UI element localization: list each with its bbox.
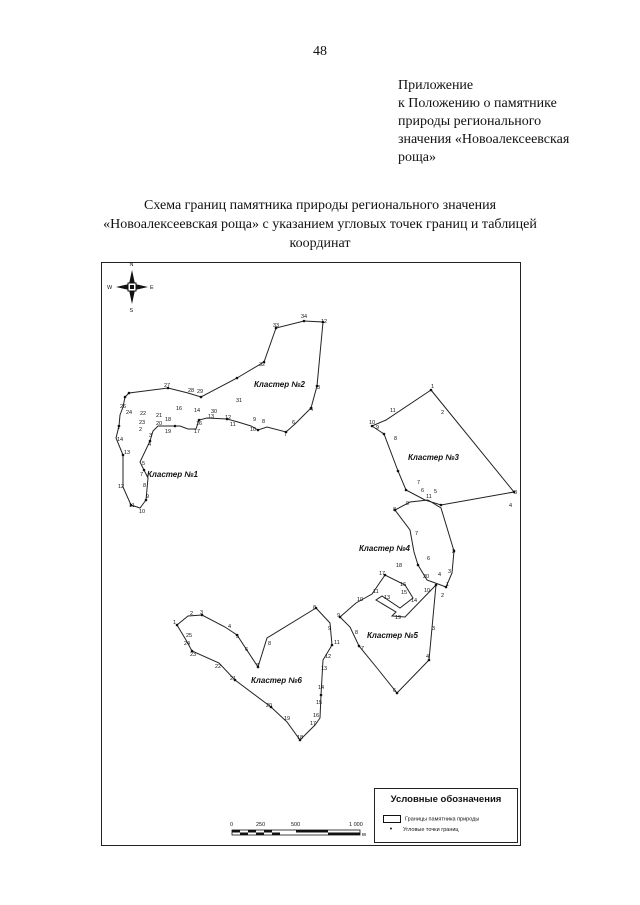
point-label: 10 (369, 420, 376, 426)
point-label: 12 (225, 415, 232, 421)
cluster-6-boundary (177, 608, 332, 740)
point-label: 9 (376, 425, 380, 431)
point-label: 4 (509, 503, 513, 509)
point-label: 7 (284, 432, 288, 438)
boundary-swatch-icon (383, 815, 401, 823)
point-label: 10 (139, 509, 146, 515)
point-label: 4 (310, 407, 314, 413)
point-label: 9 (337, 613, 341, 619)
point-label: 13 (321, 666, 328, 672)
legend-points-label: Угловые точки границ (403, 826, 459, 833)
point-label: 18 (297, 735, 304, 741)
point-label: 5 (434, 489, 438, 495)
point-label: 9 (406, 501, 410, 507)
point-label: 7 (361, 646, 365, 652)
point-label: 11 (426, 494, 432, 500)
point-label: 2 (452, 549, 456, 555)
point-label: 31 (236, 398, 243, 404)
point-label: 1 (431, 384, 435, 390)
point-label: 9 (253, 417, 257, 423)
point-label: 21 (230, 676, 237, 682)
point-label: 4 (426, 654, 430, 660)
point-label: 32 (259, 362, 266, 368)
compass-s: S (129, 308, 134, 314)
point-label: 24 (184, 641, 191, 647)
point-label: 7 (417, 480, 421, 486)
scale-tick: 1 000 (349, 822, 363, 828)
point-label: 2 (441, 593, 445, 599)
point-label: 14 (194, 408, 201, 414)
point-label: 3 (448, 569, 452, 575)
point-label: 16 (176, 406, 183, 412)
point-label: 33 (273, 323, 280, 329)
point-labels-c3 (369, 384, 517, 509)
title-line: «Новоалексеевская роща» с указанием угловых точек границ и таблицей (103, 217, 537, 232)
point-label: 6 (292, 420, 296, 426)
point-label: 19 (395, 615, 402, 621)
legend-row-boundary (383, 815, 479, 823)
cluster-label-6: Кластер №6 (251, 676, 302, 685)
point-label: 27 (164, 383, 171, 389)
cluster-label-4: Кластер №4 (359, 544, 410, 553)
point-label: 8 (268, 641, 272, 647)
point-dot-icon: • (389, 826, 393, 833)
appendix-line: природы регионального (398, 114, 542, 129)
scale-tick: 250 (256, 822, 266, 828)
point-label: 11 (390, 408, 396, 414)
point-label: 13 (124, 450, 131, 456)
point-label: 20 (156, 421, 163, 427)
point-label: 16 (196, 421, 203, 427)
point-label: 3 (149, 433, 153, 439)
point-label: 29 (197, 389, 204, 395)
point-label: 5 (142, 461, 146, 467)
cluster-label-1: Кластер №1 (147, 470, 198, 479)
point-label: 8 (313, 605, 317, 611)
compass-w: W (107, 285, 113, 291)
point-label: 1 (173, 620, 177, 626)
point-label: 17 (379, 571, 386, 577)
point-label: 12 (321, 319, 328, 325)
point-label: 8 (394, 436, 398, 442)
point-label: 16 (313, 713, 320, 719)
point-labels-c4 (393, 494, 455, 588)
point-label: 6 (421, 488, 425, 494)
compass-icon (107, 262, 154, 314)
scale-unit: м (362, 832, 366, 838)
point-label: 21 (156, 413, 163, 419)
point-label: 12 (325, 654, 332, 660)
scale-bar (230, 822, 366, 838)
compass-e: E (150, 285, 154, 291)
legend (374, 788, 518, 843)
point-label: 12 (118, 484, 125, 490)
point-label: 7 (415, 531, 419, 537)
cluster-label-2: Кластер №2 (254, 380, 305, 389)
point-label: 4 (148, 442, 152, 448)
point-label: 28 (188, 388, 195, 394)
point-label: 3 (317, 385, 321, 391)
point-label: 6 (427, 556, 431, 562)
point-label: 23 (190, 652, 197, 658)
point-label: 8 (393, 507, 397, 513)
point-label: 23 (139, 420, 146, 426)
point-label: 1 (446, 582, 450, 588)
appendix-line: к Положению о памятнике (398, 96, 557, 111)
point-label: 3 (200, 610, 204, 616)
point-label: 26 (120, 404, 127, 410)
point-label: 3 (514, 490, 518, 496)
point-label: 20 (423, 574, 430, 580)
point-label: 11 (373, 589, 379, 595)
point-labels-c5 (337, 563, 444, 694)
point-label: 15 (401, 590, 408, 596)
point-label: 14 (318, 685, 325, 691)
point-label: 24 (126, 410, 133, 416)
point-label: 16 (400, 582, 407, 588)
scale-tick: 0 (230, 822, 234, 828)
point-label: 14 (411, 598, 418, 604)
point-label: 22 (215, 664, 222, 670)
cluster-1-2-boundary (116, 321, 323, 508)
point-label: 5 (236, 634, 240, 640)
legend-boundary-label: Границы памятника природы (405, 816, 480, 823)
page-number: 48 (313, 44, 327, 59)
point-label: 7 (140, 472, 144, 478)
point-label: 19 (284, 716, 291, 722)
point-label: 3 (432, 626, 436, 632)
point-label: 6 (393, 688, 397, 694)
legend-title: Условные обозначения (390, 794, 502, 805)
point-label: 11 (230, 422, 236, 428)
point-label: 8 (143, 483, 147, 489)
point-label: 10 (250, 427, 257, 433)
point-label: 14 (117, 437, 124, 443)
point-label: 17 (194, 429, 201, 435)
legend-row-points (383, 826, 459, 833)
point-label: 6 (245, 647, 249, 653)
point-labels-c6 (173, 605, 340, 741)
cluster-label-3: Кластер №3 (408, 453, 459, 462)
appendix-line: Приложение (398, 78, 474, 93)
title-line: Схема границ памятника природы регионального значения (143, 198, 497, 213)
point-label: 10 (357, 597, 364, 603)
point-label: 2 (441, 410, 445, 416)
point-label: 34 (301, 314, 308, 320)
compass-n: N (129, 262, 134, 268)
point-label: 11 (334, 640, 340, 646)
point-label: 2 (190, 611, 194, 617)
point-label: 25 (186, 633, 193, 639)
point-label: 20 (266, 703, 273, 709)
point-label: 30 (211, 409, 218, 415)
point-label: 18 (165, 417, 172, 423)
point-label: 13 (384, 595, 391, 601)
point-label: 15 (316, 700, 323, 706)
point-labels-c1 (117, 314, 327, 515)
point-label: 9 (146, 494, 150, 500)
point-label: 1 (117, 425, 121, 431)
point-label: 22 (140, 411, 147, 417)
scale-tick: 500 (291, 822, 301, 828)
cluster-label-5: Кластер №5 (367, 631, 418, 640)
point-label: 19 (165, 429, 172, 435)
point-label: 4 (228, 624, 232, 630)
title-line: координат (289, 236, 351, 251)
point-label: 18 (396, 563, 403, 569)
point-label: 2 (139, 427, 143, 433)
point-label: 10 (424, 588, 431, 594)
point-label: 8 (262, 419, 266, 425)
point-label: 7 (256, 663, 260, 669)
point-label: 9 (328, 626, 332, 632)
point-label: 11 (129, 503, 135, 509)
appendix-line: роща» (398, 150, 436, 165)
appendix-line: значения «Новоалексеевская (398, 132, 570, 147)
point-label: 4 (438, 572, 442, 578)
vertex-points (118, 320, 516, 742)
point-label: 17 (310, 721, 317, 727)
point-label: 8 (355, 630, 359, 636)
point-label: 13 (208, 414, 215, 420)
